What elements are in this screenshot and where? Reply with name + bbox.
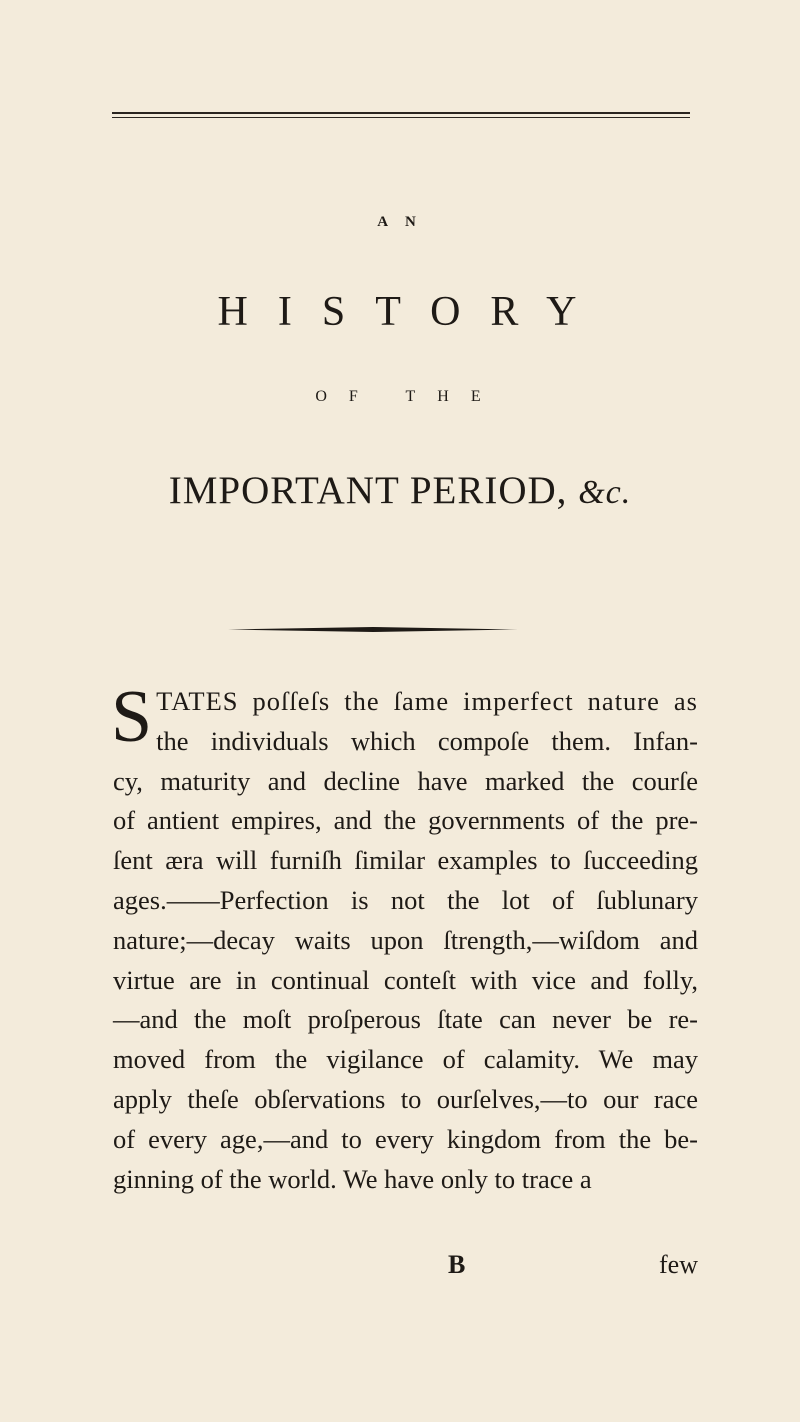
catchword: few: [659, 1250, 698, 1279]
drop-cap: S: [111, 676, 153, 758]
top-double-rule: [112, 112, 690, 118]
text-line: moved from the vigilance of calamity. We may: [113, 1044, 698, 1075]
heading-history: HISTORY: [217, 289, 607, 335]
text-line: of antient empires, and the governments of the pre-: [113, 805, 698, 836]
ornamental-divider: [228, 627, 518, 632]
text-line: —and the moſt proſperous ſtate can never be re-: [113, 1004, 698, 1035]
heading-title-main: IMPORTANT PERIOD,: [168, 469, 568, 512]
text-line: of every age,—and to every kingdom from the be-: [113, 1123, 698, 1154]
text-line: nature;—decay waits upon ſtrength,—wiſdom and: [113, 924, 698, 955]
text-line: virtue are in continual conteſt with vice and folly,: [113, 964, 698, 995]
signature-mark: B: [448, 1250, 466, 1279]
text-line: ginning of the world. We have only to trace a: [113, 1163, 592, 1194]
text-line: cy, maturity and decline have marked the courſe: [113, 765, 698, 796]
heading-title: [0, 468, 800, 513]
heading-title-etc: &c.: [578, 474, 632, 511]
body-paragraph: [111, 676, 698, 1199]
text-line: ſent æra will furniſh ſimilar examples to ſucceeding: [113, 845, 698, 876]
text-line: apply theſe obſervations to ourſelves,—to our race: [113, 1083, 698, 1114]
heading-a-n: A N: [377, 214, 423, 230]
text-line: TATES poſſeſs the ſame imperfect nature as: [156, 686, 698, 716]
heading-of-the: OF THE: [315, 388, 503, 405]
text-line: ages.——Perfection is not the lot of ſublunary: [113, 884, 698, 915]
text-line: the individuals which compoſe them. Infan-: [156, 725, 698, 756]
page-footer: [113, 1250, 698, 1286]
